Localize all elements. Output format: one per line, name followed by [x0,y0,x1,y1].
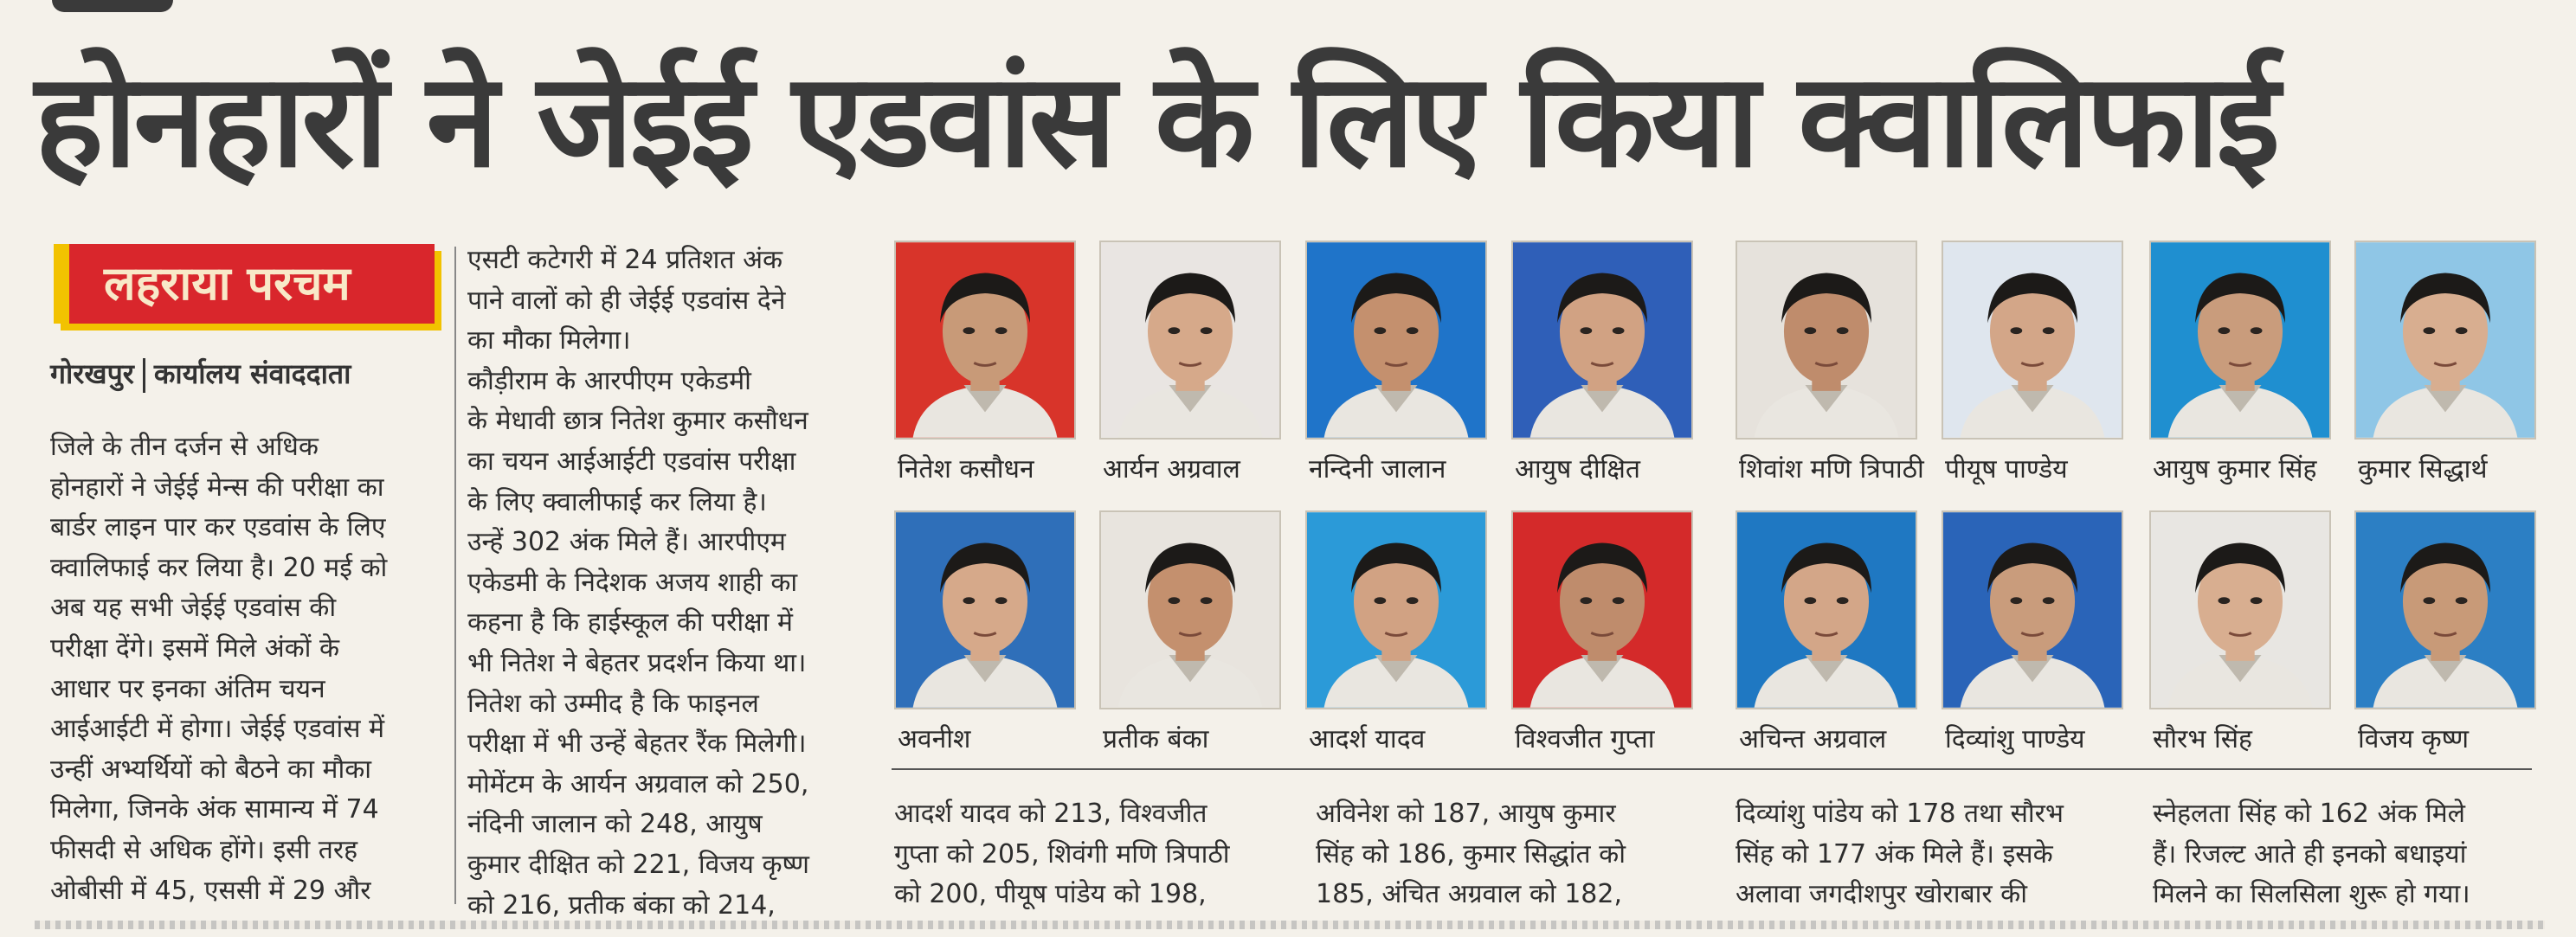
student-photo [2149,241,2331,440]
byline-desk: कार्यालय संवाददाता [153,357,351,390]
student-name-caption: विश्वजीत गुप्ता [1515,724,1655,754]
article-line: को 200, पीयूष पांडेय को 198, [894,879,1207,910]
portrait-image [2356,242,2534,438]
portrait-image [1943,242,2122,438]
article-line: का मौका मिलेगा। [467,325,631,356]
article-line: मिलने का सिलसिला शुरू हो गया। [2153,879,2470,910]
article-line: परीक्षा में भी उन्हें बेहतर रैंक मिलेगी। [467,728,807,760]
bottom-article-column [1316,794,1723,924]
headline-ornament [52,0,173,12]
article-line: मिलेगा, जिनके अंक सामान्य में 74 [50,794,379,825]
student-photo [1736,241,1917,440]
article-line: सिंह को 186, कुमार सिद्धांत को [1316,838,1626,870]
article-line: अलावा जगदीशपुर खोराबार की [1736,879,2027,910]
article-line: ओबीसी में 45, एससी में 29 और [50,875,371,906]
portrait-image [1307,512,1485,708]
student-photo [1511,510,1693,709]
article-line: नितेश को उम्मीद है कि फाइनल [467,688,759,719]
article-line: कहना है कि हाईस्कूल की परीक्षा में [467,607,793,639]
student-photo [1099,241,1281,440]
portrait-image [1101,512,1279,708]
portrait-image [1101,242,1279,438]
portrait-image [2151,512,2329,708]
portrait-image [896,512,1074,708]
portrait-image [2356,512,2534,708]
article-line: का चयन आईआईटी एडवांस परीक्षा [467,446,796,477]
article-line: एसटी कटेगरी में 24 प्रतिशत अंक [467,245,783,275]
portrait-image [1943,512,2122,708]
article-line: अविनेश को 187, आयुष कुमार [1316,799,1616,829]
article-line: के लिए क्वालीफाई कर लिया है। [467,486,767,517]
portrait-image [896,242,1074,438]
student-name-caption: आयुष कुमार सिंह [2153,454,2317,485]
bottom-article-column [1736,794,2142,924]
article-line: को 216, प्रतीक बंका को 214, [467,889,776,921]
column-divider [454,247,456,904]
headline: होनहारों ने जेईई एडवांस के लिए किया क्वालिफाई [35,46,2277,196]
article-column-1 [50,427,440,921]
article-line: के मेधावी छात्र नितेश कुमार कसौधन [467,406,808,437]
student-photo [1305,241,1487,440]
article-line: भी नितेश ने बेहतर प्रदर्शन किया था। [467,647,807,678]
byline-separator [143,358,145,393]
student-photo [2354,241,2536,440]
article-column-2 [467,241,874,924]
article-line: उन्हीं अभ्यर्थियों को बैठने का मौका [50,754,372,785]
student-photo [1099,510,1281,709]
article-line: अब यह सभी जेईई एडवांस की [50,593,337,624]
article-line: आदर्श यादव को 213, विश्वजीत [894,799,1208,829]
article-line: फीसदी से अधिक होंगे। इसी तरह [50,834,358,865]
student-name-caption: आर्यन अग्रवाल [1103,454,1240,485]
article-line: स्नेहलता सिंह को 162 अंक मिले [2153,799,2465,829]
portrait-image [1737,242,1916,438]
bottom-article-column [894,794,1301,924]
student-photo [2354,510,2536,709]
student-name-caption: कुमार सिद्धार्थ [2358,454,2488,485]
article-line: 185, अंचित अग्रवाल को 182, [1316,879,1623,910]
article-line: आधार पर इनका अंतिम चयन [50,673,325,704]
student-name-caption: प्रतीक बंका [1103,724,1209,754]
article-line: जिले के तीन दर्जन से अधिक [50,432,319,462]
article-line: बार्डर लाइन पार कर एडवांस के लिए [50,512,386,543]
portrait-image [1513,242,1691,438]
student-name-caption: विजय कृष्ण [2358,724,2470,754]
student-name-caption: शिवांश मणि त्रिपाठी [1739,454,1924,485]
article-line: गुप्ता को 205, शिवंगी मणि त्रिपाठी [894,838,1230,870]
student-name-caption: आयुष दीक्षित [1515,454,1641,485]
student-photo [1942,241,2123,440]
student-photo [1942,510,2123,709]
student-name-caption: सौरभ सिंह [2153,724,2252,754]
byline [50,355,448,403]
article-line: पाने वालों को ही जेईई एडवांस देने [467,285,786,316]
student-name-caption: अचिन्त अग्रवाल [1739,724,1887,754]
article-line: हैं। रिजल्ट आते ही इनको बधाइयां [2153,838,2467,870]
article-line: उन्हें 302 अंक मिले हैं। आरपीएम [467,527,786,558]
student-photo [1511,241,1693,440]
byline-city: गोरखपुर [50,357,134,390]
bottom-article-column [2153,794,2560,924]
student-name-caption: अवनीश [898,724,971,754]
article-line: क्वालिफाई कर लिया है। 20 मई को [50,552,388,583]
article-line: आईआईटी में होगा। जेईई एडवांस में [50,714,385,745]
student-name-caption: दिव्यांशु पाण्डेय [1945,724,2085,754]
student-photo [1736,510,1917,709]
portrait-image [1307,242,1485,438]
portrait-image [1737,512,1916,708]
student-photo [2149,510,2331,709]
student-name-caption: पीयूष पाण्डेय [1945,454,2068,485]
article-line: कौड़ीराम के आरपीएम एकेडमी [467,365,751,396]
student-photo [894,510,1076,709]
student-name-caption: नन्दिनी जालान [1309,454,1446,485]
article-line: मोमेंटम के आर्यन अग्रवाल को 250, [467,768,809,799]
article-line: एकेडमी के निदेशक अजय शाही का [467,567,798,598]
student-photo [894,241,1076,440]
article-line: होनहारों ने जेईई मेन्स की परीक्षा का [50,472,384,503]
article-line: सिंह को 177 अंक मिले हैं। इसके [1736,838,2053,870]
section-badge: लहराया परचम [54,244,435,324]
portrait-image [1513,512,1691,708]
article-line: नंदिनी जालान को 248, आयुष [467,809,763,840]
student-photo [1305,510,1487,709]
article-line: कुमार दीक्षित को 221, विजय कृष्ण [467,849,809,880]
photo-grid-bottom-rule [892,768,2532,770]
student-name-caption: नितेश कसौधन [898,454,1034,485]
portrait-image [2151,242,2329,438]
student-name-caption: आदर्श यादव [1309,724,1426,754]
article-line: दिव्यांशु पांडेय को 178 तथा सौरभ [1736,799,2064,829]
article-line: परीक्षा देंगे। इसमें मिले अंकों के [50,632,340,664]
page-edge [35,921,2545,929]
